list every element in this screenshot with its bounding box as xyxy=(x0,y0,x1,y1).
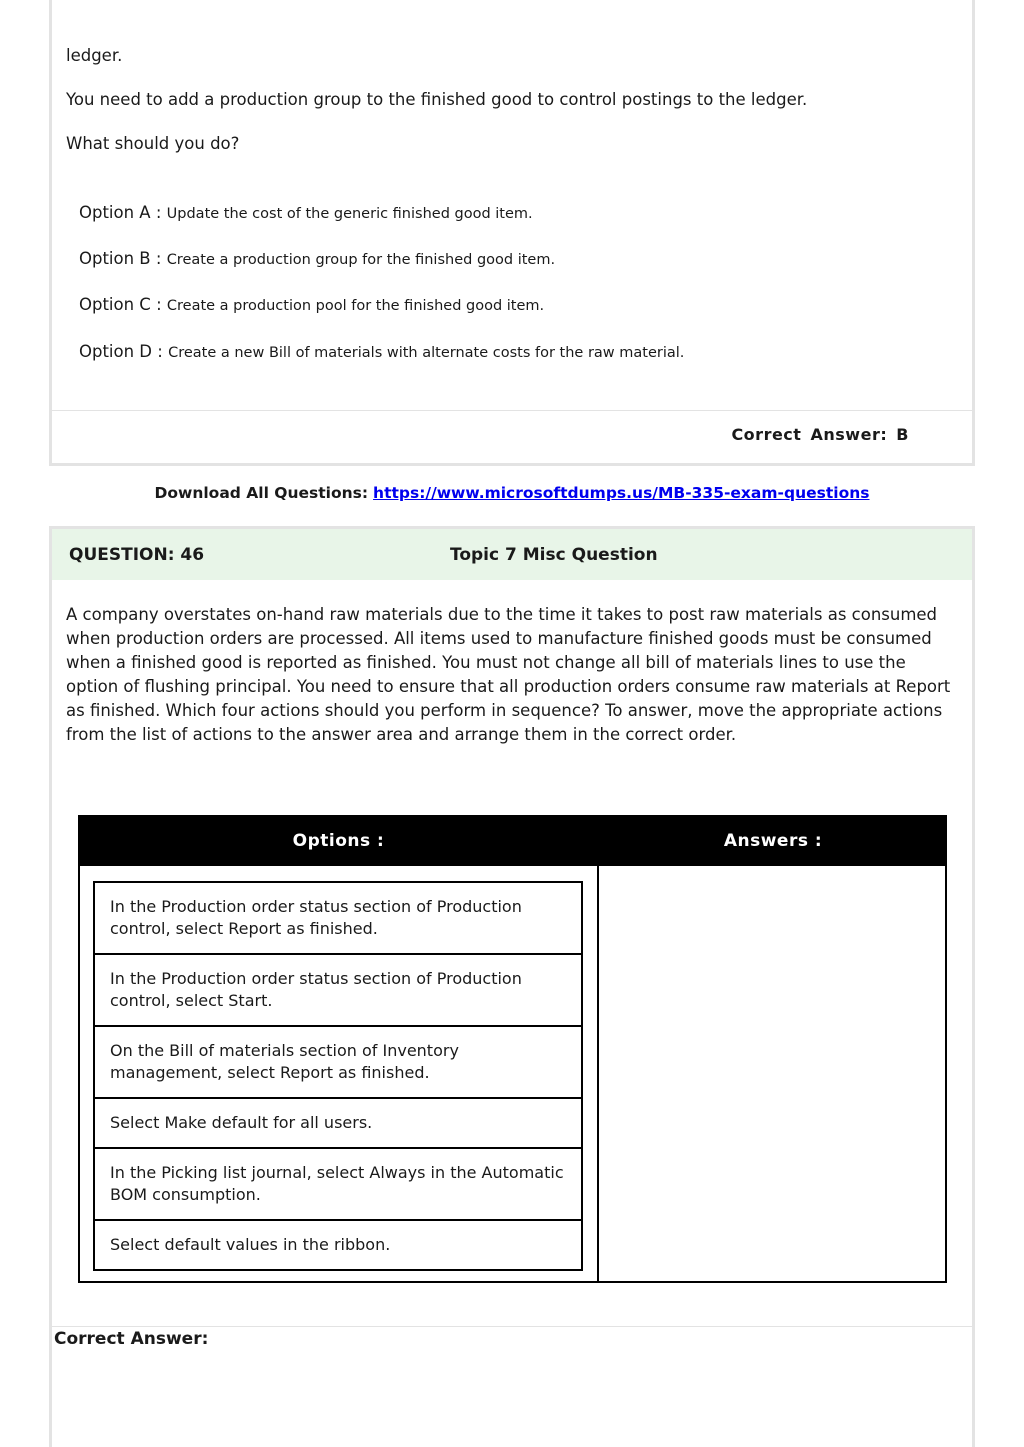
option-item[interactable]: Select default values in the ribbon. xyxy=(110,1235,391,1254)
download-label: Download All Questions: xyxy=(154,484,369,502)
correct-answer: Correct Answer: B xyxy=(731,425,909,444)
option-text: Update the cost of the generic finished good item. xyxy=(166,206,533,222)
question-text-line: You need to add a production group to the finished good to control postings to the ledger. xyxy=(66,90,808,109)
previous-question-card xyxy=(49,0,975,466)
option-c xyxy=(79,293,544,318)
option-item[interactable]: In the Production order status section of Production control, select Report as finished. xyxy=(95,883,581,955)
question-number: QUESTION: 46 xyxy=(69,545,205,565)
option-label: Option D : xyxy=(79,342,163,361)
option-item[interactable]: In the Picking list journal, select Always in the Automatic BOM consumption. xyxy=(95,1149,581,1221)
correct-answer-label: Correct Answer: xyxy=(54,1329,209,1349)
question-topic: Topic 7 Misc Question xyxy=(450,545,658,565)
option-a xyxy=(79,201,533,226)
options-list xyxy=(93,881,583,1271)
option-b xyxy=(79,247,555,272)
option-label: Option B : xyxy=(79,249,162,268)
option-item[interactable]: In the Production order status section of Production control, select Start. xyxy=(95,955,581,1027)
answers-drop-area[interactable] xyxy=(599,866,945,1281)
divider xyxy=(52,1326,972,1327)
answers-header: Answers : xyxy=(723,831,823,851)
question-text-line: ledger. xyxy=(66,46,123,65)
option-text: Create a new Bill of materials with alternate costs for the raw material. xyxy=(168,345,685,361)
drag-drop-table xyxy=(78,815,947,1283)
option-d xyxy=(79,340,684,365)
options-header: Options : xyxy=(292,831,385,851)
option-label: Option A : xyxy=(79,203,162,222)
option-text: Create a production group for the finished good item. xyxy=(166,252,556,268)
question-text: A company overstates on-hand raw materials due to the time it takes to post raw materials as consumed when production orders are processed. All items used to manufacture finished goods must be consumed when a finished good is reported as finished. You must not change all bill of materials lines to use the option of flushing principal. You need to ensure that all production orders consume raw materials at Report as finished. Which four actions should you perform in sequence? To answer, move the appropriate actions from the list of actions to the answer area and arrange them in the correct order. xyxy=(66,605,951,744)
download-link[interactable]: https://www.microsoftdumps.us/MB-335-exam-questions xyxy=(373,484,870,502)
divider xyxy=(52,410,972,411)
question-prompt: What should you do? xyxy=(66,134,240,153)
option-text: Create a production pool for the finished good item. xyxy=(166,298,545,314)
option-item[interactable]: Select Make default for all users. xyxy=(95,1099,581,1149)
download-line xyxy=(0,484,1024,502)
question-header xyxy=(52,529,972,580)
table-header xyxy=(80,817,945,866)
option-item[interactable]: On the Bill of materials section of Inventory management, select Report as finished. xyxy=(95,1027,581,1099)
question-card xyxy=(49,526,975,1447)
option-label: Option C : xyxy=(79,295,162,314)
